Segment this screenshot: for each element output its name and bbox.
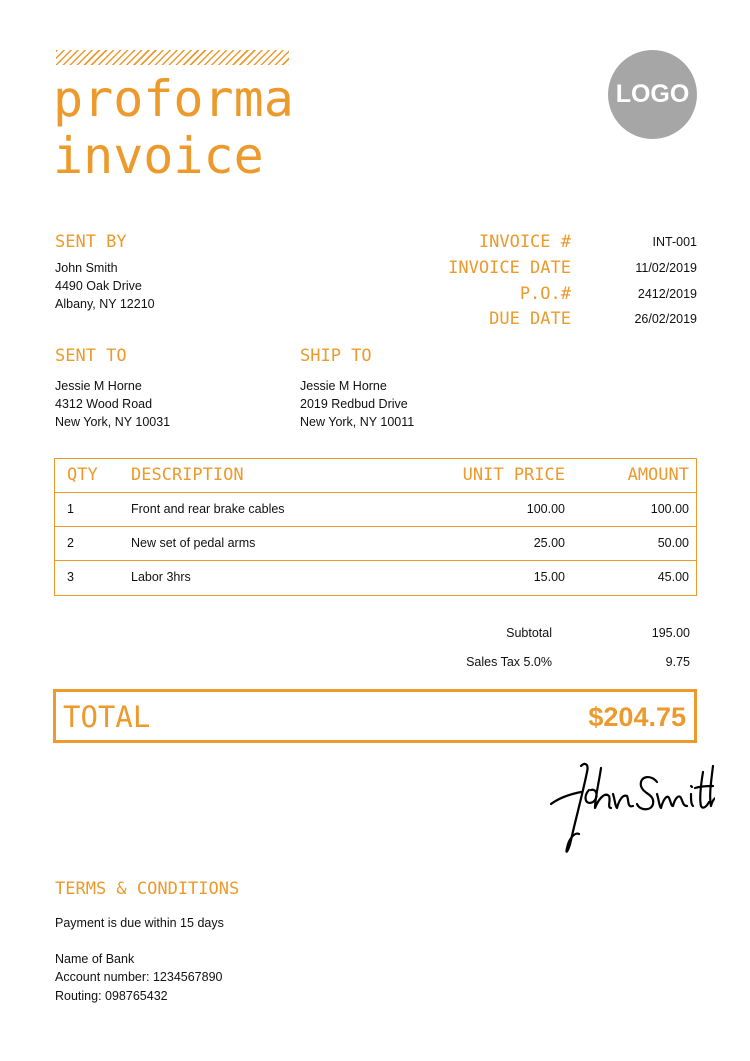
header-unit-price: UNIT PRICE — [462, 465, 565, 485]
row-qty: 2 — [67, 536, 74, 550]
invoice-number-value: INT-001 — [652, 235, 697, 249]
row-description: Front and rear brake cables — [131, 502, 285, 516]
po-value: 2412/2019 — [637, 287, 697, 301]
row-description: Labor 3hrs — [131, 570, 191, 584]
sent-by-label: SENT BY — [55, 232, 127, 252]
total-box — [53, 689, 697, 743]
total-label: TOTAL — [63, 700, 151, 734]
ship-to-city: New York, NY 10011 — [300, 415, 415, 429]
sent-to-name: Jessie M Horne — [55, 379, 142, 393]
bank-name: Name of Bank — [55, 952, 135, 966]
header-qty: QTY — [67, 465, 98, 485]
routing-number: Routing: 098765432 — [55, 989, 168, 1003]
row-amount: 45.00 — [657, 570, 689, 584]
sent-to-label: SENT TO — [55, 346, 127, 366]
row-qty: 3 — [67, 570, 74, 584]
ship-to-label: SHIP TO — [300, 346, 372, 366]
invoice-date-value: 11/02/2019 — [635, 261, 697, 275]
title-line-2: invoice — [53, 127, 264, 185]
sent-by-city: Albany, NY 12210 — [55, 297, 155, 311]
tax-value: 9.75 — [665, 655, 690, 669]
sent-to-city: New York, NY 10031 — [55, 415, 171, 429]
header-amount: AMOUNT — [627, 465, 689, 485]
row-description: New set of pedal arms — [131, 536, 256, 550]
po-label: P.O.# — [519, 284, 571, 304]
table-row — [55, 527, 696, 561]
subtotal-value: 195.00 — [651, 626, 690, 640]
decorative-hatch-bar — [56, 50, 289, 65]
subtotal-label: Subtotal — [506, 626, 552, 640]
table-header-row — [55, 459, 696, 493]
terms-label: TERMS & CONDITIONS — [55, 879, 240, 899]
sent-to-street: 4312 Wood Road — [55, 397, 153, 411]
signature — [545, 752, 715, 862]
due-date-label: DUE DATE — [489, 309, 571, 329]
logo: LOGO — [608, 50, 697, 139]
due-date-value: 26/02/2019 — [634, 312, 697, 326]
tax-label: Sales Tax 5.0% — [466, 655, 552, 669]
row-amount: 50.00 — [657, 536, 689, 550]
invoice-date-label: INVOICE DATE — [448, 258, 571, 278]
table-row — [55, 561, 696, 595]
payment-note: Payment is due within 15 days — [55, 916, 224, 930]
account-number: Account number: 1234567890 — [55, 970, 223, 984]
total-value: $204.75 — [588, 702, 686, 732]
row-unit-price: 25.00 — [533, 536, 565, 550]
header-description: DESCRIPTION — [131, 465, 244, 485]
title-line-1: proforma — [53, 70, 294, 128]
items-table — [54, 458, 697, 596]
sent-by-street: 4490 Oak Drive — [55, 279, 142, 293]
invoice-number-label: INVOICE # — [478, 232, 571, 252]
sent-by-name: John Smith — [55, 261, 118, 275]
ship-to-name: Jessie M Horne — [300, 379, 387, 393]
row-unit-price: 100.00 — [526, 502, 565, 516]
row-unit-price: 15.00 — [533, 570, 565, 584]
row-amount: 100.00 — [650, 502, 689, 516]
row-qty: 1 — [67, 502, 74, 516]
ship-to-street: 2019 Redbud Drive — [300, 397, 408, 411]
table-row — [55, 493, 696, 527]
